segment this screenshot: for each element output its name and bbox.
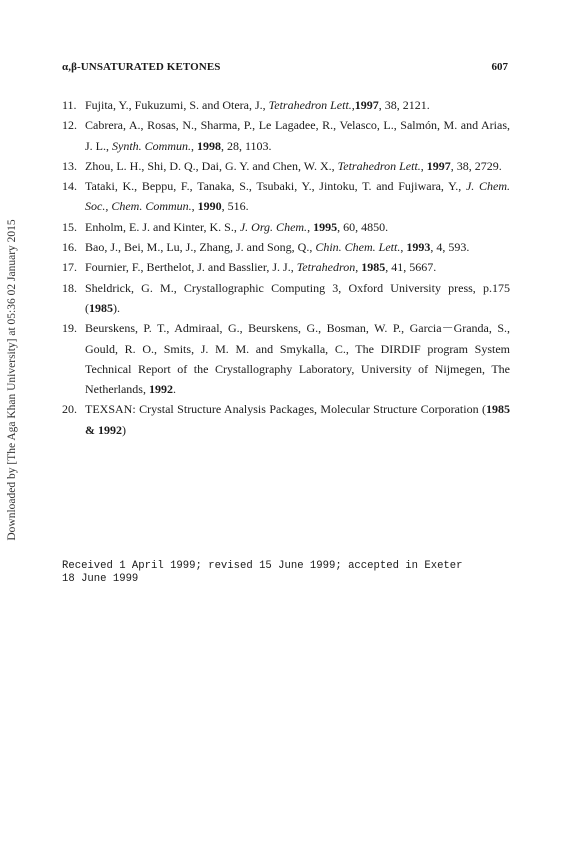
reference-number: 20.	[62, 402, 77, 417]
running-head-title: α,β-UNSATURATED KETONES	[62, 61, 221, 73]
ref-text: ).	[113, 300, 120, 315]
ref-text: )	[122, 422, 126, 437]
ref-text: Tataki, K., Beppu, F., Tanaka, S., Tsubaki, Y., Jintoku, T. and Fujiwara, Y.,	[85, 179, 466, 194]
ref-text: Sheldrick, G. M., Crystallographic Computing 3, Oxford University press, p.175 (	[85, 280, 510, 315]
ref-text: Enholm, E. J. and Kinter, K. S.,	[85, 219, 240, 234]
reference-item	[62, 257, 510, 277]
ref-year: 1985	[89, 300, 113, 315]
ref-text: , 516.	[221, 199, 249, 214]
ref-journal: Tetrahedron Lett.	[337, 158, 421, 173]
reference-number: 11.	[62, 98, 77, 112]
received-line-1: Received 1 April 1999; revised 15 June 1999; accepted in Exeter	[62, 560, 463, 572]
ref-text: Cabrera, A., Rosas, N., Sharma, P., Le Lagadee, R., Velasco, L., Salmón, M. and Arias, J. L.,	[85, 118, 510, 153]
reference-number: 18.	[62, 280, 77, 295]
reference-number: 17.	[62, 260, 77, 275]
reference-number: 13.	[62, 158, 77, 173]
reference-number: 14.	[62, 179, 77, 194]
reference-list	[62, 95, 510, 440]
reference-item	[62, 278, 510, 319]
reference-number: 16.	[62, 240, 77, 255]
reference-item	[62, 217, 510, 237]
ref-journal: Synth. Commun.	[112, 138, 191, 153]
page-number: 607	[491, 61, 508, 73]
ref-text: , 38, 2121.	[378, 98, 430, 112]
ref-year: 1992	[148, 382, 173, 397]
ref-year: 1993	[406, 240, 431, 255]
reference-item	[62, 176, 510, 217]
received-dates	[62, 560, 463, 585]
ref-text: , 41, 5667.	[385, 260, 437, 275]
ref-journal: Chin. Chem. Lett.	[315, 240, 401, 255]
reference-item	[62, 237, 510, 257]
ref-text: Fujita, Y., Fukuzumi, S. and Otera, J.,	[85, 98, 269, 112]
ref-year: 1985	[361, 260, 386, 275]
ref-text: ,	[420, 158, 427, 173]
reference-item	[62, 115, 510, 156]
ref-text: Zhou, L. H., Shi, D. Q., Dai, G. Y. and Chen, W. X.,	[85, 158, 338, 173]
ref-text: , 60, 4850.	[337, 219, 389, 234]
reference-item	[62, 95, 510, 115]
ref-text: ,	[355, 260, 362, 275]
ref-text: Beurskens, P. T., Admiraal, G., Beurskens, G., Bosman, W. P., Garcia－Granda, S., Gould, R. O., Smits, J. M. M. and Smykalla, C., The DIRDIF program System Technical Report of the Crystallography Laboratory, University of Nijmegen, The Netherlands,	[85, 321, 510, 397]
ref-journal: Tetrahedron	[296, 260, 356, 275]
ref-year: 1997	[426, 158, 451, 173]
download-watermark	[5, 120, 19, 640]
ref-text: ,	[191, 199, 198, 214]
download-watermark-text: Downloaded by [The Aga Khan University] at 05:36 02 January 2015	[6, 219, 18, 541]
ref-journal: J. Org. Chem.	[239, 219, 308, 234]
ref-text: , 4, 593.	[430, 240, 470, 255]
ref-text: ,	[191, 138, 197, 153]
ref-text: Fournier, F., Berthelot, J. and Basslier, J. J.,	[85, 260, 297, 275]
reference-number: 12.	[62, 118, 77, 133]
ref-year: 1990	[197, 199, 222, 214]
ref-text: TEXSAN: Crystal Structure Analysis Packages, Molecular Structure Corporation (	[85, 402, 486, 417]
reference-number: 15.	[62, 219, 77, 234]
reference-item	[62, 399, 510, 440]
ref-text: ,	[307, 219, 314, 234]
ref-text: ,	[400, 240, 407, 255]
ref-text: , 38, 2729.	[450, 158, 502, 173]
ref-text: Bao, J., Bei, M., Lu, J., Zhang, J. and Song, Q.,	[85, 240, 316, 255]
ref-year: 1995	[313, 219, 338, 234]
received-line-2: 18 June 1999	[62, 572, 139, 585]
reference-number: 19.	[62, 321, 77, 336]
ref-journal: Tetrahedron Lett.	[268, 98, 352, 112]
ref-year: 1985 & 1992	[85, 402, 510, 437]
reference-item	[62, 156, 510, 176]
ref-journal: J. Chem. Soc., Chem. Commun.	[85, 179, 511, 214]
reference-item	[62, 318, 510, 399]
running-head	[62, 61, 508, 77]
ref-text: ,	[351, 98, 355, 112]
ref-year: 1997	[354, 98, 379, 112]
ref-text: , 28, 1103.	[221, 138, 272, 153]
ref-year: 1998	[197, 138, 221, 153]
ref-text: .	[172, 382, 176, 397]
